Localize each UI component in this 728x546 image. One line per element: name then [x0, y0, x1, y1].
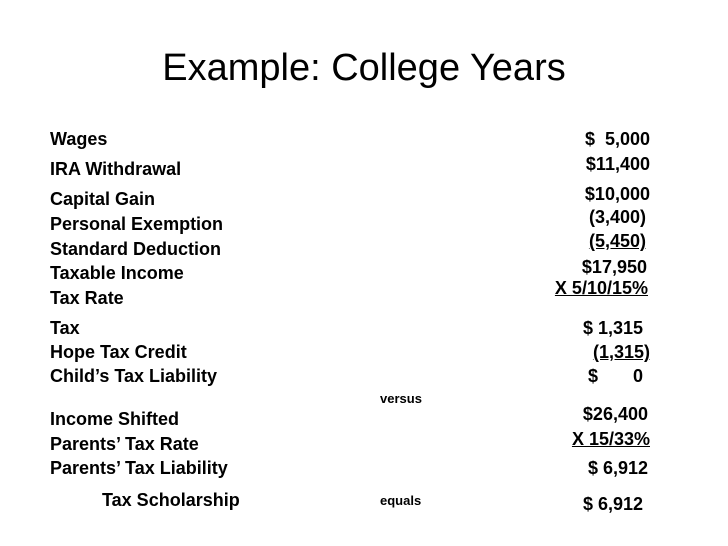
- label-parents-tax-rate: Parents’ Tax Rate: [50, 434, 199, 454]
- value-tax-rate: X 5/10/15%: [554, 278, 648, 298]
- value-parents-tax-rate: X 15/33%: [571, 429, 650, 449]
- value-child-tax-liability: $ 0: [587, 366, 648, 386]
- value-tax: $ 1,315: [582, 318, 648, 338]
- value-personal-exemption: (3,400): [588, 207, 646, 227]
- slide-title: Example: College Years: [162, 47, 566, 89]
- value-hope-tax-credit: (1,315): [592, 342, 650, 362]
- value-taxable-income: $17,950: [581, 257, 647, 277]
- connector-versus: versus: [380, 391, 422, 406]
- label-wages: Wages: [50, 129, 108, 149]
- value-wages: $ 5,000: [584, 129, 650, 149]
- label-parents-tax-liability: Parents’ Tax Liability: [50, 458, 228, 478]
- label-ira-withdrawal: IRA Withdrawal: [50, 159, 182, 179]
- label-child-tax-liability: Child’s Tax Liability: [50, 366, 218, 386]
- label-tax: Tax: [50, 318, 80, 338]
- label-tax-rate: Tax Rate: [50, 288, 124, 308]
- label-hope-tax-credit: Hope Tax Credit: [50, 342, 187, 362]
- value-capital-gain: $10,000: [584, 184, 650, 204]
- value-income-shifted: $26,400: [582, 404, 648, 424]
- label-income-shifted: Income Shifted: [50, 409, 180, 429]
- label-capital-gain: Capital Gain: [50, 189, 156, 209]
- label-personal-exemption: Personal Exemption: [50, 214, 224, 234]
- connector-equals: equals: [380, 493, 422, 508]
- label-tax-scholarship: Tax Scholarship: [102, 490, 240, 510]
- value-ira-withdrawal: $11,400: [585, 154, 650, 174]
- label-taxable-income: Taxable Income: [50, 263, 184, 283]
- value-tax-scholarship: $ 6,912: [582, 494, 648, 514]
- value-standard-deduction: (5,450): [588, 231, 646, 251]
- value-parents-tax-liability: $ 6,912: [587, 458, 648, 478]
- label-standard-deduction: Standard Deduction: [50, 239, 222, 259]
